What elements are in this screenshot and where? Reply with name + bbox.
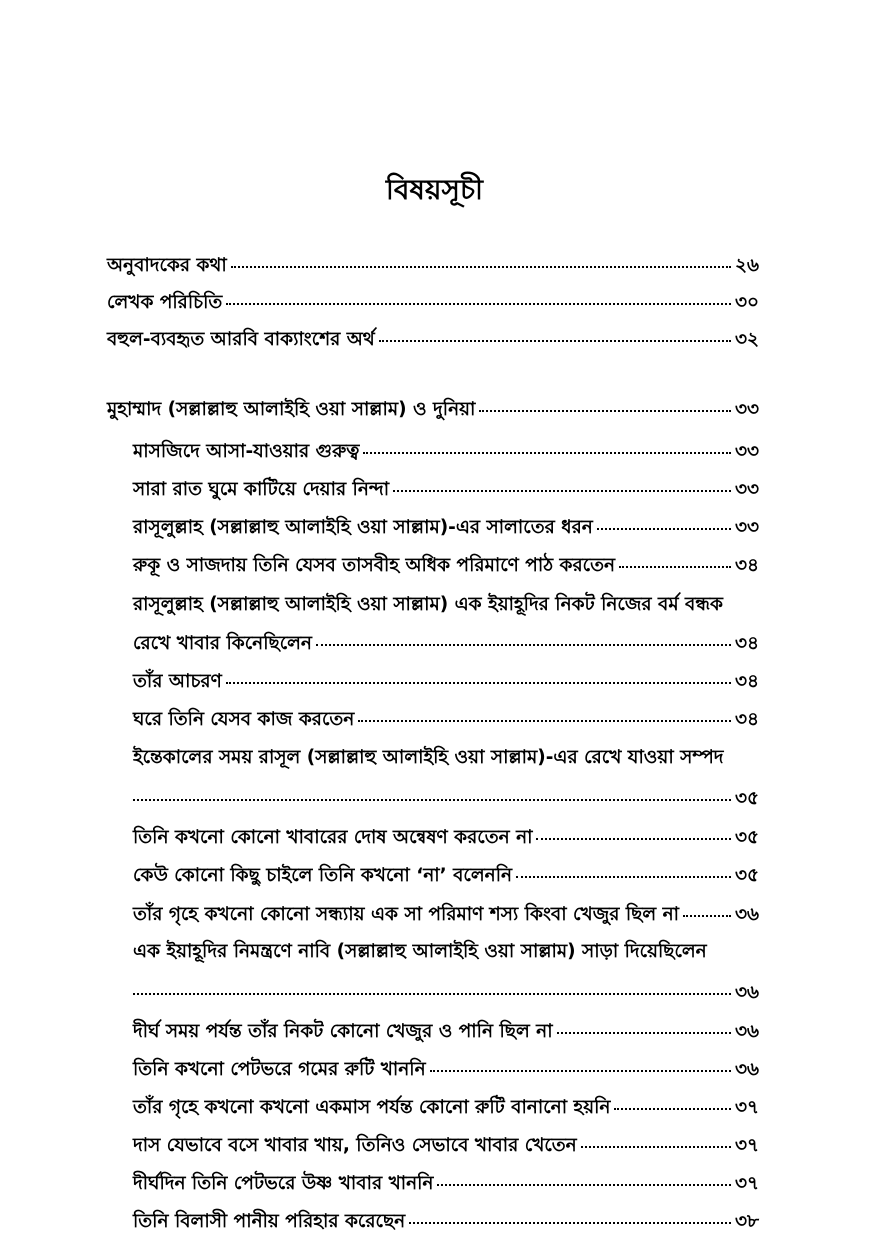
toc-entry — [133, 707, 759, 733]
toc-entry — [133, 515, 759, 541]
toc-entry — [133, 631, 759, 657]
toc-entry-label: লেখক পরিচিতি — [107, 292, 223, 313]
toc-entry — [133, 1019, 759, 1045]
dot-leader — [358, 720, 731, 722]
toc-entry-page: ৩৩ — [734, 517, 759, 538]
dot-leader — [379, 340, 731, 342]
toc-entry — [107, 253, 759, 279]
toc-entry-page: ৩৫ — [734, 788, 759, 809]
toc-entry-page: ৩৭ — [734, 1135, 759, 1156]
toc-entry-page: ৩৬ — [734, 904, 759, 925]
dot-leader — [363, 452, 731, 454]
toc-entry — [133, 1095, 759, 1121]
toc-entry-label: ঘরে তিনি যেসব কাজ করতেন — [133, 709, 355, 730]
toc-entry-label: রুকূ ও সাজদায় তিনি যেসব তাসবীহ অধিক পরিমাণে পাঠ করতেন — [133, 555, 615, 576]
page-title: বিষয়সূচী — [385, 173, 484, 206]
toc-entry-label: সারা রাত ঘুমে কাটিয়ে দেয়ার নিন্দা — [133, 479, 390, 500]
toc-entry-page: ৩৬ — [734, 1059, 759, 1080]
toc-entry — [107, 397, 759, 423]
toc-entry-label: রাসূলুল্লাহ (সল্লাল্লাহু আলাইহি ওয়া সাল্লাম)-এর সালাতের ধরন — [133, 517, 593, 538]
toc-entry — [133, 863, 759, 889]
toc-entry — [107, 290, 759, 316]
toc-entry-label: বহুল-ব্যবহৃত আরবি বাক্যাংশের অর্থ — [107, 329, 375, 350]
toc-entry — [133, 786, 759, 812]
toc-entry-page: ৩৫ — [734, 865, 759, 886]
toc-entry-page: ৩৬ — [734, 982, 759, 1003]
dot-leader — [133, 993, 731, 995]
toc-entry — [133, 1133, 759, 1159]
toc-entry-page: ৩৬ — [734, 1021, 759, 1042]
dot-leader — [619, 566, 731, 568]
toc-entry-label: তিনি কখনো কোনো খাবারের দোষ অন্বেষণ করতেন না — [133, 827, 533, 848]
toc-entry — [133, 980, 759, 1006]
dot-leader — [133, 799, 731, 801]
dot-leader — [581, 1146, 731, 1148]
toc-entry-label: কেউ কোনো কিছু চাইলে তিনি কখনো ‘না’ বলেননি — [133, 865, 513, 886]
toc-entry-label: ইন্তেকালের সময় রাসূল (সল্লাল্লাহু আলাইহি ওয়া সাল্লাম)-এর রেখে যাওয়া সম্পদ — [133, 747, 724, 768]
toc-entry-label: মুহাম্মাদ (সল্লাল্লাহু আলাইহি ওয়া সাল্লাম) ও দুনিয়া — [107, 399, 476, 420]
toc-entry-label: তাঁর গৃহে কখনো কোনো সন্ধ্যায় এক সা পরিমাণ শস্য কিংবা খেজুর ছিল না — [133, 904, 679, 925]
dot-leader — [231, 266, 731, 268]
dot-leader — [557, 1032, 731, 1034]
toc-entry — [133, 745, 759, 771]
toc-entry — [133, 439, 759, 465]
toc-entry-label: এক ইয়াহূদির নিমন্ত্রণে নাবি (সল্লাল্লাহু আলাইহি ওয়া সাল্লাম) সাড়া দিয়েছিলেন — [133, 941, 707, 962]
toc-entry — [133, 553, 759, 579]
toc-entry-page: ২৬ — [734, 255, 759, 276]
toc-entry-page: ৩০ — [734, 292, 759, 313]
dot-leader — [683, 915, 731, 917]
toc-entry-page: ৩৪ — [734, 709, 759, 730]
dot-leader — [316, 644, 731, 646]
toc-entry — [133, 902, 759, 928]
toc-entry — [133, 477, 759, 503]
toc-entry — [133, 592, 759, 618]
toc-entry-page: ৩৭ — [734, 1173, 759, 1194]
toc-entry-page: ৩৮ — [734, 1211, 759, 1232]
toc-entry-label: রাসূলুল্লাহ (সল্লাল্লাহু আলাইহি ওয়া সাল্লাম) এক ইয়াহূদির নিকট নিজের বর্ম বন্ধক — [133, 594, 723, 615]
toc-entry-page: ৩৩ — [734, 399, 759, 420]
toc-entry — [133, 1057, 759, 1083]
toc-entry-label: তিনি বিলাসী পানীয় পরিহার করেছেন — [133, 1211, 406, 1232]
dot-leader — [516, 876, 731, 878]
toc-entry — [133, 939, 759, 965]
toc-entry-page: ৩৪ — [734, 555, 759, 576]
dot-leader — [226, 682, 731, 684]
toc-entry-page: ৩২ — [734, 329, 759, 350]
toc-entry-page: ৩৩ — [734, 441, 759, 462]
dot-leader — [409, 1222, 731, 1224]
toc-entry-label: তাঁর আচরণ — [133, 671, 222, 692]
dot-leader — [393, 490, 731, 492]
dot-leader — [614, 1108, 730, 1110]
dot-leader — [226, 303, 731, 305]
toc-entry — [133, 669, 759, 695]
dot-leader — [437, 1184, 730, 1186]
dot-leader — [536, 838, 730, 840]
toc-entry-page: ৩৫ — [734, 827, 759, 848]
toc-entry — [107, 327, 759, 353]
toc-entry — [133, 1171, 759, 1197]
dot-leader — [430, 1070, 731, 1072]
toc-entry-label: রেখে খাবার কিনেছিলেন — [133, 633, 312, 654]
dot-leader — [597, 528, 731, 530]
toc-entry-label: অনুবাদকের কথা — [107, 255, 227, 276]
toc-entry-page: ৩৩ — [734, 479, 759, 500]
toc-entry — [133, 1209, 759, 1235]
toc-entry-label: তিনি কখনো পেটভরে গমের রুটি খাননি — [133, 1059, 426, 1080]
dot-leader — [479, 410, 731, 412]
toc-entry — [133, 825, 759, 851]
toc-entry-label: দীর্ঘদিন তিনি পেটভরে উষ্ণ খাবার খাননি — [133, 1173, 434, 1194]
toc-entry-label: দাস যেভাবে বসে খাবার খায়, তিনিও সেভাবে খাবার খেতেন — [133, 1135, 577, 1156]
toc-entry-page: ৩৪ — [734, 633, 759, 654]
toc-entry-page: ৩৭ — [734, 1097, 759, 1118]
toc-entry-label: দীর্ঘ সময় পর্যন্ত তাঁর নিকট কোনো খেজুর ও পানি ছিল না — [133, 1021, 553, 1042]
toc-entry-label: মাসজিদে আসা-যাওয়ার গুরুত্ব — [133, 441, 360, 462]
toc-entry-page: ৩৪ — [734, 671, 759, 692]
toc-entry-label: তাঁর গৃহে কখনো কখনো একমাস পর্যন্ত কোনো রুটি বানানো হয়নি — [133, 1097, 611, 1118]
